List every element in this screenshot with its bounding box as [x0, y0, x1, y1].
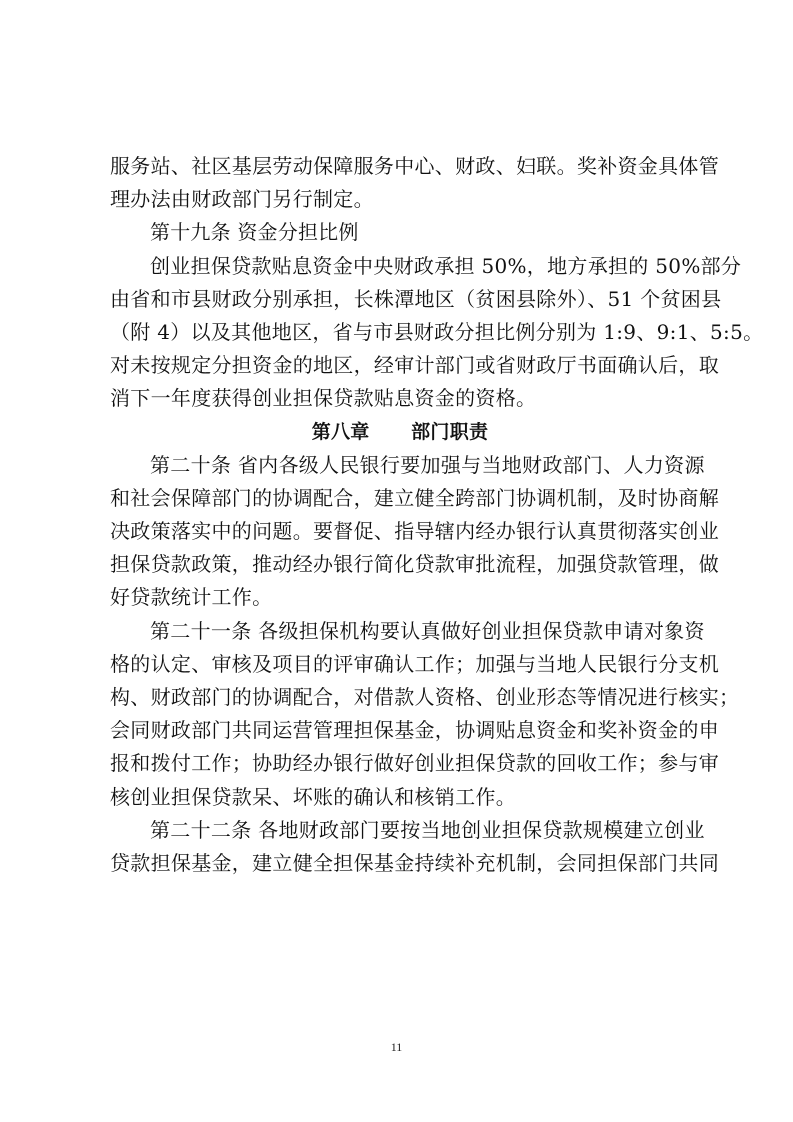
- body-line: 会同财政部门共同运营管理担保基金，协调贴息资金和奖补资金的申: [110, 718, 719, 743]
- body-line: 理办法由财政部门另行制定。: [110, 187, 374, 212]
- body-line: 服务站、社区基层劳动保障服务中心、财政、妇联。奖补资金具体管: [110, 154, 719, 178]
- body-line: （附 4）以及其他地区，省与市县财政分担比例分别为 1:9、9:1、5:5。: [110, 319, 764, 344]
- body-line: 核创业担保贷款呆、坏账的确认和核销工作。: [110, 784, 516, 809]
- body-line: 担保贷款政策，推动经办银行简化贷款审批流程，加强贷款管理，做: [110, 552, 719, 577]
- body-line: 报和拨付工作；协助经办银行做好创业担保贷款的回收工作；参与审: [110, 751, 719, 776]
- body-line: 创业担保贷款贴息资金中央财政承担 50%，地方承担的 50%部分: [150, 253, 742, 278]
- body-line: 决政策落实中的问题。要督促、指导辖内经办银行认真贯彻落实创业: [110, 519, 719, 544]
- body-line: 格的认定、审核及项目的评审确认工作；加强与当地人民银行分支机: [110, 651, 719, 676]
- body-line: 好贷款统计工作。: [110, 585, 273, 610]
- chapter-title: 第八章 部门职责: [311, 420, 489, 443]
- page-number: 11: [390, 1040, 403, 1054]
- body-line: 贷款担保基金，建立健全担保基金持续补充机制，会同担保部门共同: [110, 850, 719, 875]
- body-line: 构、财政部门的协调配合，对借款人资格、创业形态等情况进行核实；: [110, 685, 740, 709]
- article-21-line: 第二十一条 各级担保机构要认真做好创业担保贷款申请对象资: [150, 618, 705, 643]
- article-22-line: 第二十二条 各地财政部门要按当地创业担保贷款规模建立创业: [150, 817, 705, 842]
- article-20-line: 第二十条 省内各级人民银行要加强与当地财政部门、人力资源: [150, 452, 705, 477]
- article-heading-19: 第十九条 资金分担比例: [150, 220, 359, 245]
- body-line: 由省和市县财政分别承担，长株潭地区（贫困县除外）、51 个贫困县: [110, 286, 722, 311]
- body-line: 对未按规定分担资金的地区，经审计部门或省财政厅书面确认后，取: [110, 353, 719, 378]
- document-body: [110, 150, 764, 880]
- body-line: 消下一年度获得创业担保贷款贴息资金的资格。: [110, 386, 537, 411]
- body-line: 和社会保障部门的协调配合，建立健全跨部门协调机制，及时协商解: [110, 485, 719, 510]
